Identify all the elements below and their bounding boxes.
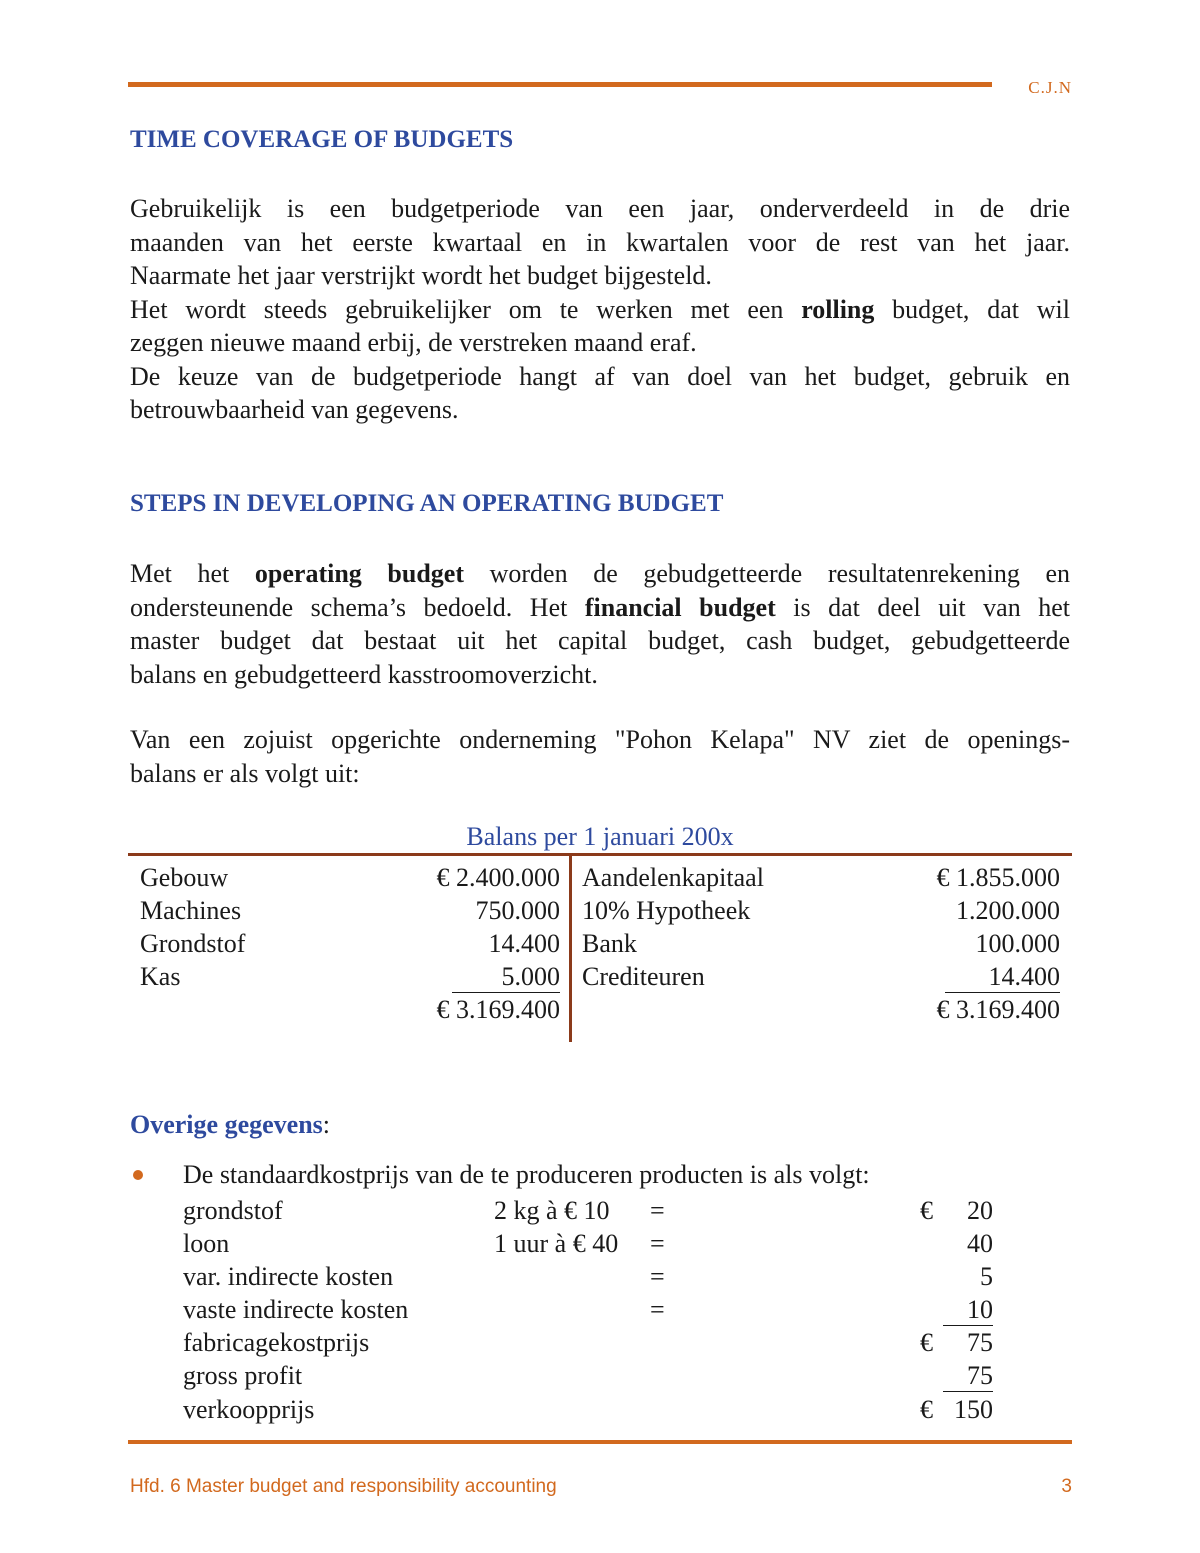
text-line: De keuze van de budgetperiode hangt af van doel van het budget, gebruik en bbox=[130, 361, 1070, 391]
cost-eq: = bbox=[650, 1262, 665, 1291]
balance-right-amount: 100.000 bbox=[975, 929, 1060, 958]
balance-title: Balans per 1 januari 200x bbox=[466, 822, 734, 851]
section-title-time-coverage: TIME COVERAGE OF BUDGETS bbox=[130, 126, 514, 153]
text-line: master budget dat bestaat uit het capital budget, cash budget, gebudgetteerde bbox=[130, 626, 1070, 655]
cost-eq: = bbox=[650, 1229, 665, 1258]
text-line: Van een zojuist opgerichte onderneming "Pohon Kelapa" NV ziet de openings- bbox=[130, 725, 1070, 754]
page-number: 3 bbox=[1061, 1476, 1072, 1497]
cost-label: fabricagekostprijs bbox=[183, 1328, 370, 1357]
section-title-operating-budget: STEPS IN DEVELOPING AN OPERATING BUDGET bbox=[130, 490, 724, 517]
header-rule bbox=[128, 82, 992, 87]
text-line: Gebruikelijk is een budgetperiode van een jaar, onderverdeeld in de drie bbox=[130, 194, 1070, 223]
balance-right-amount: € 1.855.000 bbox=[936, 863, 1060, 892]
text-line: maanden van het eerste kwartaal en in kwartalen voor de rest van het jaar. bbox=[130, 227, 1070, 257]
balance-right-amount: 1.200.000 bbox=[956, 896, 1060, 925]
text-line bbox=[130, 591, 1070, 625]
balance-left-label: Machines bbox=[140, 896, 242, 925]
balance-left-amount: 14.400 bbox=[488, 929, 560, 958]
balance-left-label: Kas bbox=[140, 962, 181, 991]
overige-heading bbox=[130, 1110, 330, 1140]
cost-eq: = bbox=[650, 1196, 665, 1225]
cost-label: vaste indirecte kosten bbox=[183, 1295, 409, 1324]
cost-value: 40 bbox=[967, 1229, 993, 1258]
balance-left-amount-cell bbox=[380, 960, 560, 993]
text-segment: ondersteunende schema’s bedoeld. Het bbox=[130, 592, 585, 622]
paragraph-time-coverage bbox=[130, 192, 1070, 427]
cost-currency: € bbox=[920, 1196, 933, 1225]
balance-left-label: Gebouw bbox=[140, 863, 229, 892]
cost-value-cell bbox=[930, 1293, 993, 1326]
text-segment: Met het bbox=[130, 559, 255, 588]
text-line: zeggen nieuwe maand erbij, de verstreken maand eraf. bbox=[130, 328, 697, 357]
text-line bbox=[130, 557, 1070, 591]
text-line: balans er als volgt uit: bbox=[130, 758, 360, 788]
cost-label: gross profit bbox=[183, 1361, 303, 1390]
balance-left-amount: € 2.400.000 bbox=[436, 863, 560, 892]
cost-qty: 1 uur à € 40 bbox=[494, 1229, 619, 1258]
cost-value: 150 bbox=[954, 1395, 993, 1424]
balance-center-rule bbox=[569, 855, 572, 1042]
cost-label: var. indirecte kosten bbox=[183, 1262, 394, 1291]
cost-label: loon bbox=[183, 1229, 230, 1258]
bullet-text: De standaardkostprijs van de te produceren producten is als volgt: bbox=[183, 1160, 870, 1189]
cost-value: 20 bbox=[967, 1196, 993, 1225]
balance-left-label: Grondstof bbox=[140, 929, 246, 958]
cost-value-cell bbox=[930, 1359, 993, 1392]
footer-rule bbox=[128, 1440, 1072, 1444]
balance-left-amount: 750.000 bbox=[475, 896, 560, 925]
bold-term-operating-budget: operating budget bbox=[254, 559, 464, 588]
cost-currency: € bbox=[920, 1395, 933, 1424]
cost-label: verkoopprijs bbox=[183, 1395, 315, 1424]
cost-currency: € bbox=[920, 1328, 933, 1357]
cost-label: grondstof bbox=[183, 1196, 283, 1225]
text-line: Naarmate het jaar verstrijkt wordt het budget bijgesteld. bbox=[130, 261, 712, 290]
balance-right-label: Aandelenkapitaal bbox=[582, 863, 764, 892]
text-segment: Het wordt steeds gebruikelijker om te werken met een bbox=[130, 294, 802, 324]
balance-left-amount: 5.000 bbox=[452, 962, 561, 993]
cost-value: 10 bbox=[943, 1295, 993, 1326]
text-segment: is dat deel uit van het bbox=[775, 592, 1070, 622]
overige-colon: : bbox=[322, 1110, 330, 1139]
balance-left-total: € 3.169.400 bbox=[436, 995, 560, 1024]
bold-term-financial-budget: financial budget bbox=[584, 592, 776, 622]
footer-chapter: Hfd. 6 Master budget and responsibility accounting bbox=[130, 1476, 557, 1497]
cost-value: 75 bbox=[943, 1361, 993, 1392]
balance-right-amount: 14.400 bbox=[945, 962, 1061, 993]
bold-term-rolling: rolling bbox=[801, 294, 875, 324]
balance-right-total: € 3.169.400 bbox=[936, 995, 1060, 1024]
bullet-icon bbox=[133, 1170, 143, 1180]
paragraph-operating-budget bbox=[130, 557, 1070, 691]
balance-right-amount-cell bbox=[880, 960, 1060, 993]
cost-eq: = bbox=[650, 1295, 665, 1324]
text-line: betrouwbaarheid van gegevens. bbox=[130, 395, 459, 424]
balance-right-label: Bank bbox=[582, 929, 637, 958]
cost-value: 75 bbox=[967, 1328, 993, 1357]
overige-title: Overige gegevens bbox=[130, 1110, 323, 1139]
cost-value: 5 bbox=[980, 1262, 993, 1291]
text-line bbox=[130, 293, 1070, 327]
text-segment: worden de gebudgetteerde resultatenrekening en bbox=[464, 559, 1071, 588]
header-initials: C.J.N bbox=[1028, 78, 1072, 97]
paragraph-intro-balance bbox=[130, 723, 1070, 790]
text-line: balans en gebudgetteerd kasstroomoverzicht. bbox=[130, 659, 598, 689]
text-segment: budget, dat wil bbox=[874, 294, 1070, 324]
balance-right-label: 10% Hypotheek bbox=[582, 896, 751, 925]
balance-top-rule bbox=[128, 853, 1072, 856]
cost-qty: 2 kg à € 10 bbox=[494, 1196, 610, 1225]
balance-right-label: Crediteuren bbox=[582, 962, 705, 991]
